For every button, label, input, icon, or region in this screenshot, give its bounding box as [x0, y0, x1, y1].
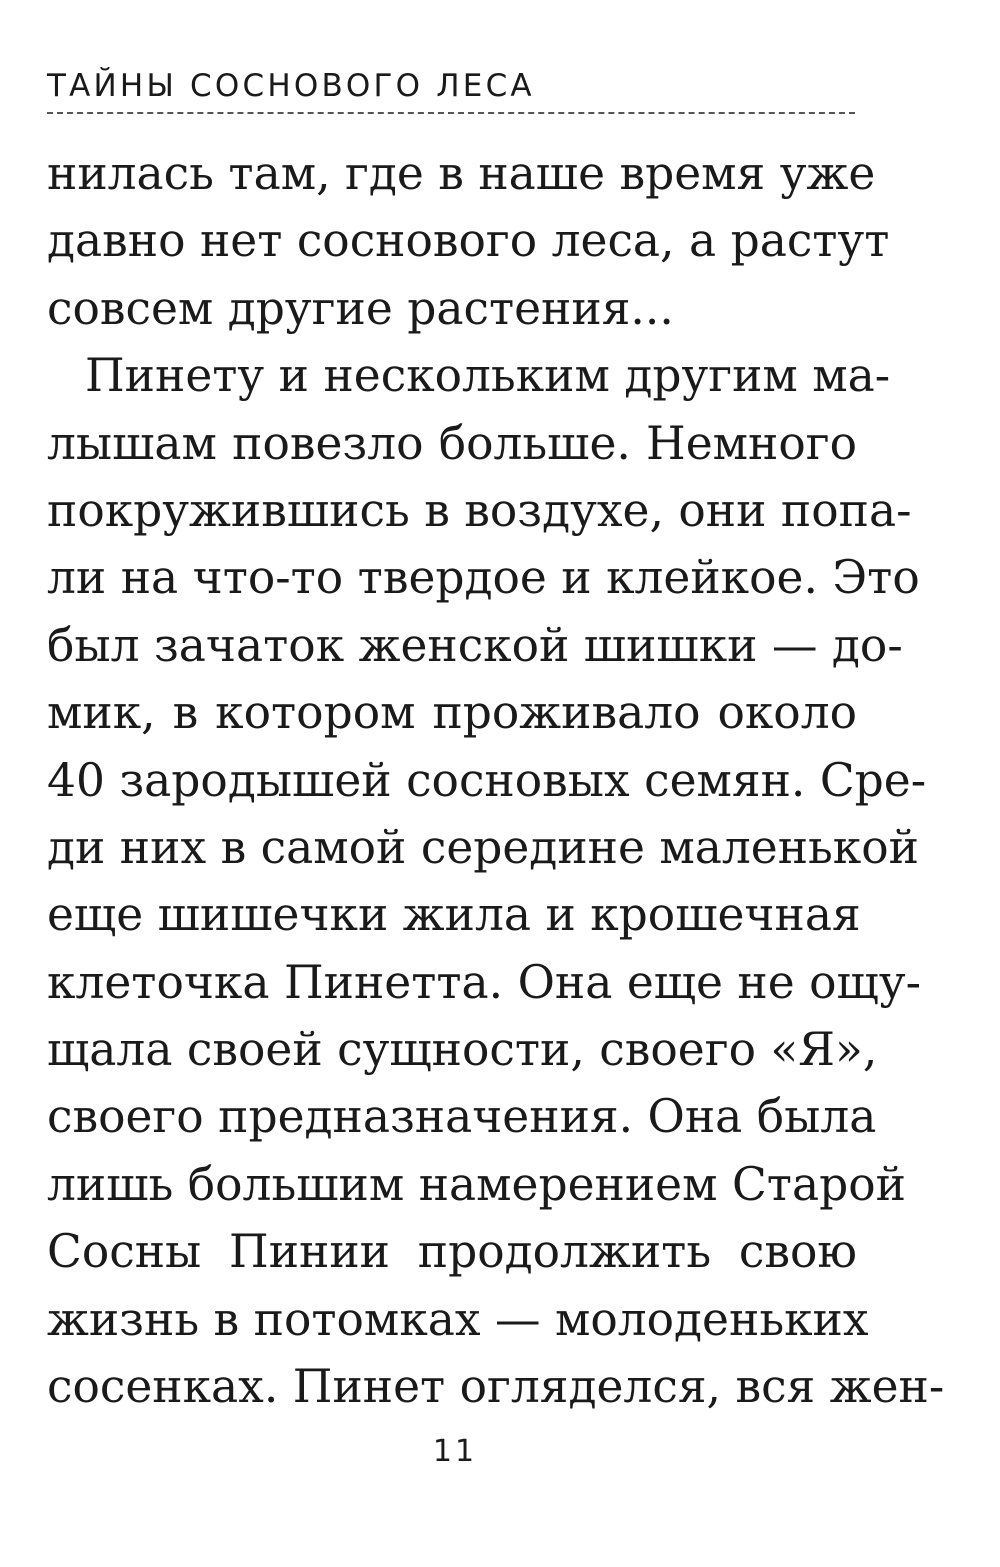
text-line: сосенках. Пинет огляделся, вся жен- — [47, 1360, 945, 1414]
body-text — [47, 140, 945, 1420]
paragraph — [47, 342, 945, 1420]
text-line: щала своей сущности, своего «Я», — [47, 1023, 878, 1077]
text-line: Сосны Пинии продолжить свою — [47, 1225, 857, 1279]
text-line: 40 зародышей сосновых семян. Сре- — [47, 753, 927, 807]
text-line: своего предназначения. Она была — [47, 1090, 877, 1144]
text-line: был зачаток женской шишки — до- — [47, 618, 903, 672]
text-line: давно нет соснового леса, а растут — [47, 214, 890, 268]
text-line: жизнь в потомках — молоденьких — [47, 1292, 869, 1346]
text-line: мик, в котором проживало около — [47, 686, 857, 740]
text-line: клеточка Пинетта. Она еще не ощу- — [47, 955, 921, 1009]
text-line: Пинету и нескольким другим ма- — [85, 349, 891, 403]
text-line: ли на что-то твердое и клейкое. Это — [47, 551, 920, 605]
page-number: 11 — [432, 1434, 478, 1469]
text-line: покружившись в воздухе, они попа- — [47, 483, 912, 537]
text-line: еще шишечки жила и крошечная — [47, 888, 861, 942]
text-line: совсем другие растения... — [47, 281, 674, 335]
text-line: лишь большим намерением Старой — [47, 1157, 906, 1211]
paragraph — [47, 140, 890, 342]
running-header: ТАЙНЫ СОСНОВОГО ЛЕСА — [47, 68, 535, 104]
text-line: ди них в самой середине маленькой — [47, 820, 919, 874]
text-line: лышам повезло больше. Немного — [47, 416, 857, 470]
text-line: нилась там, где в наше время уже — [47, 147, 876, 200]
header-divider — [47, 112, 855, 114]
